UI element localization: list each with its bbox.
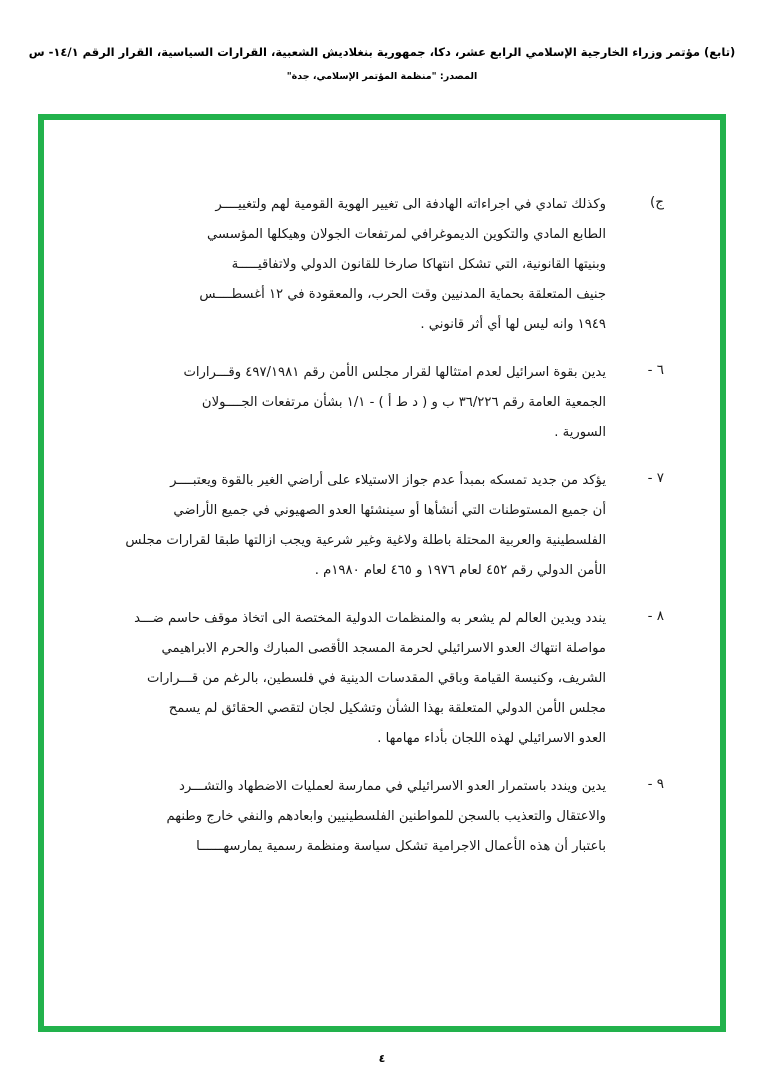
- clause-item: [80, 604, 664, 754]
- clause-line: مجلس الأمن الدولي المتعلقة بهذا الشأن وتشكيل لجان لتقصي الحقائق لم يسمح: [168, 701, 606, 716]
- clause-item: [80, 772, 664, 862]
- clause-line: يندد ويدين العالم لم يشعر به والمنظمات الدولية المختصة الى اتخاذ موقف حاسم ضـــد: [134, 611, 606, 626]
- clause-line: يدين ويندد باستمرار العدو الاسرائيلي في ممارسة لعمليات الاضطهاد والتشـــرد: [179, 779, 606, 794]
- clause-marker: ٦ -: [647, 362, 664, 378]
- clause-marker: ٩ -: [647, 776, 664, 792]
- clause-line: السورية .: [554, 425, 606, 440]
- clause-line: باعتبار أن هذه الأعمال الاجرامية تشكل سياسة ومنظمة رسمية يمارسهــــــا: [196, 839, 606, 854]
- green-border-frame: [38, 114, 726, 1032]
- clause-line: ١٩٤٩ وانه ليس لها أي أثر قانوني .: [420, 317, 606, 332]
- clause-line: يدين بقوة اسرائيل لعدم امتثالها لقرار مجلس الأمن رقم ٤٩٧/١٩٨١ وقـــرارات: [183, 365, 606, 380]
- clause-line: الشريف، وكنيسة القيامة وباقي المقدسات الدينية في فلسطين، بالرغم من قـــرارات: [146, 671, 606, 686]
- clause-item: [80, 190, 664, 340]
- clause-line: جنيف المتعلقة بحماية المدنيين وقت الحرب، والمعقودة في ١٢ أغسطــــس: [199, 287, 606, 302]
- clause-line: الطابع المادي والتكوين الديموغرافي لمرتفعات الجولان وهيكلها المؤسسي: [207, 227, 606, 242]
- clause-line: والاعتقال والتعذيب بالسجن للمواطنين الفلسطينيين وابعادهم والنفي خارج وطنهم: [166, 809, 606, 824]
- clause-marker: ٨ -: [647, 608, 664, 624]
- clause-marker: ج): [650, 194, 664, 210]
- clause-line: يؤكد من جديد تمسكه بمبدأ عدم جواز الاستيلاء على أراضي الغير بالقوة ويعتبــــر: [170, 473, 606, 488]
- clause-text: [80, 772, 610, 862]
- clause-line: العدو الاسرائيلي لهذه اللجان بأداء مهامها .: [377, 731, 606, 746]
- clause-item: [80, 466, 664, 586]
- clause-line: أن جميع المستوطنات التي أنشأها أو سينشئها العدو الصهيوني في جميع الأراضي: [173, 503, 606, 518]
- document-body: [80, 190, 664, 1006]
- clause-line: وبنيتها القانونية، التي تشكل انتهاكا صارخا للقانون الدولي ولاتفاقيـــــة: [231, 257, 606, 272]
- clause-line: وكذلك تمادي في اجراءاته الهادفة الى تغيير الهوية القومية لهم ولتغييــــر: [215, 197, 606, 212]
- clause-text: [80, 358, 610, 448]
- clause-text: [80, 190, 610, 340]
- header-title: (تابع) مؤتمر وزراء الخارجية الإسلامي الرابع عشر، دكا، جمهورية بنغلاديش الشعبية، القرارات السياسية، القرار الرقم ١٤/١- س: [28, 45, 736, 59]
- clause-line: الأمن الدولي رقم ٤٥٢ لعام ١٩٧٦ و ٤٦٥ لعام ١٩٨٠م .: [314, 563, 606, 578]
- clause-line: الجمعية العامة رقم ٣٦/٢٢٦ ب و ( د ط أ ) - ١/١ بشأن مرتفعات الجــــولان: [201, 395, 606, 410]
- clause-marker: ٧ -: [647, 470, 664, 486]
- header-source: المصدر: "منظمة المؤتمر الإسلامي، جدة": [286, 71, 478, 82]
- clause-line: الفلسطينية والعربية المحتلة باطلة ولاغية وغير شرعية ويجب ازالتها طبقا لقرارات مجلس: [125, 533, 606, 548]
- clause-line: مواصلة انتهاك العدو الاسرائيلي لحرمة المسجد الأقصى المبارك والحرم الابراهيمي: [161, 641, 606, 656]
- clause-text: [80, 466, 610, 586]
- clause-item: [80, 358, 664, 448]
- page-number: ٤: [378, 1052, 386, 1065]
- clause-text: [80, 604, 610, 754]
- page-header: [0, 44, 764, 84]
